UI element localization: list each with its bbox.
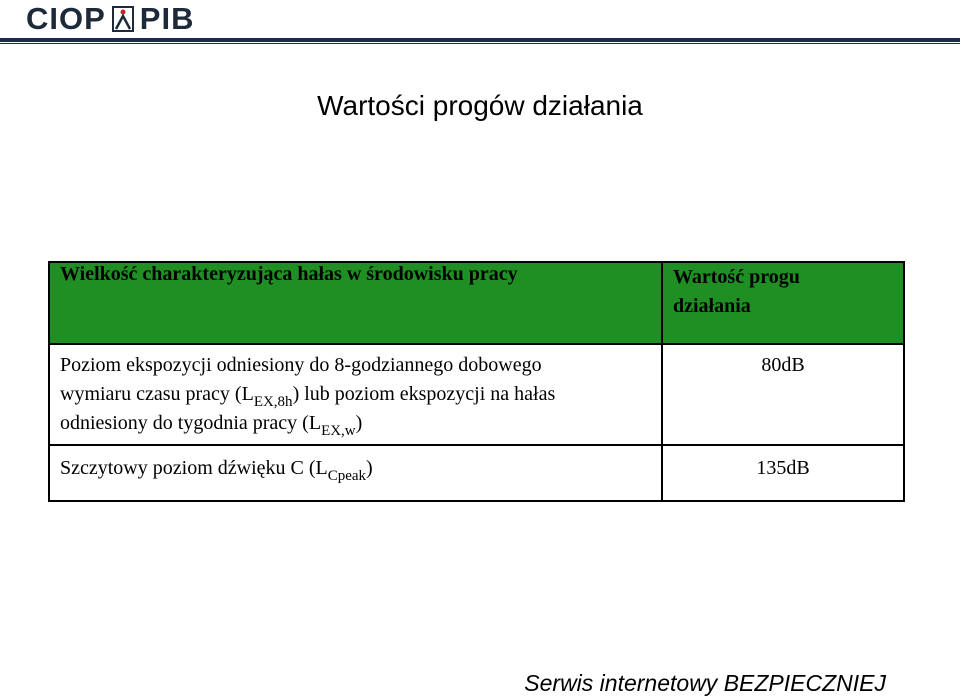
- header-rule-thick: [0, 38, 960, 42]
- ciop-pib-logo: [26, 2, 194, 36]
- row1-line1: Poziom ekspozycji odniesiony do 8-godziannego dobowego: [60, 354, 542, 376]
- column-header-threshold-line1: Wartość progu: [673, 266, 800, 288]
- row1-description: [49, 344, 662, 445]
- row1-value: 80dB: [662, 344, 904, 445]
- logo-text-right: PIB: [139, 1, 195, 36]
- table-row: [49, 445, 904, 501]
- row1-line2-sub: EX,8h: [253, 394, 293, 410]
- row2-text-sub: Cpeak: [327, 468, 367, 484]
- thresholds-table: [48, 261, 905, 502]
- column-header-threshold-line2: działania: [673, 295, 751, 317]
- table-row: [49, 344, 904, 445]
- row2-value: 135dB: [662, 445, 904, 501]
- page-title: Wartości progów działania: [317, 90, 643, 121]
- row1-line3-sub: EX,w: [321, 423, 356, 439]
- row1-line3-post: ): [355, 412, 363, 434]
- page-header: [0, 0, 960, 46]
- table-header-row: [49, 262, 904, 344]
- row1-line2-post: ) lub poziom ekspozycji na hałas: [292, 383, 556, 405]
- logo-text-left: CIOP: [26, 1, 106, 36]
- column-header-threshold: [662, 262, 904, 344]
- header-rule-thin: [0, 43, 960, 44]
- footer-service-name: Serwis internetowy BEZPIECZNIEJ: [524, 670, 886, 696]
- logo-emblem-icon: [112, 6, 134, 32]
- row1-line2-pre: wymiaru czasu pracy (L: [60, 383, 254, 405]
- row2-description: [49, 445, 662, 501]
- row1-line3-pre: odniesiony do tygodnia pracy (L: [60, 412, 322, 434]
- row2-text-pre: Szczytowy poziom dźwięku C (L: [60, 457, 328, 479]
- column-header-quantity: Wielkość charakteryzująca hałas w środowisku pracy: [49, 262, 662, 344]
- row2-text-post: ): [366, 457, 373, 479]
